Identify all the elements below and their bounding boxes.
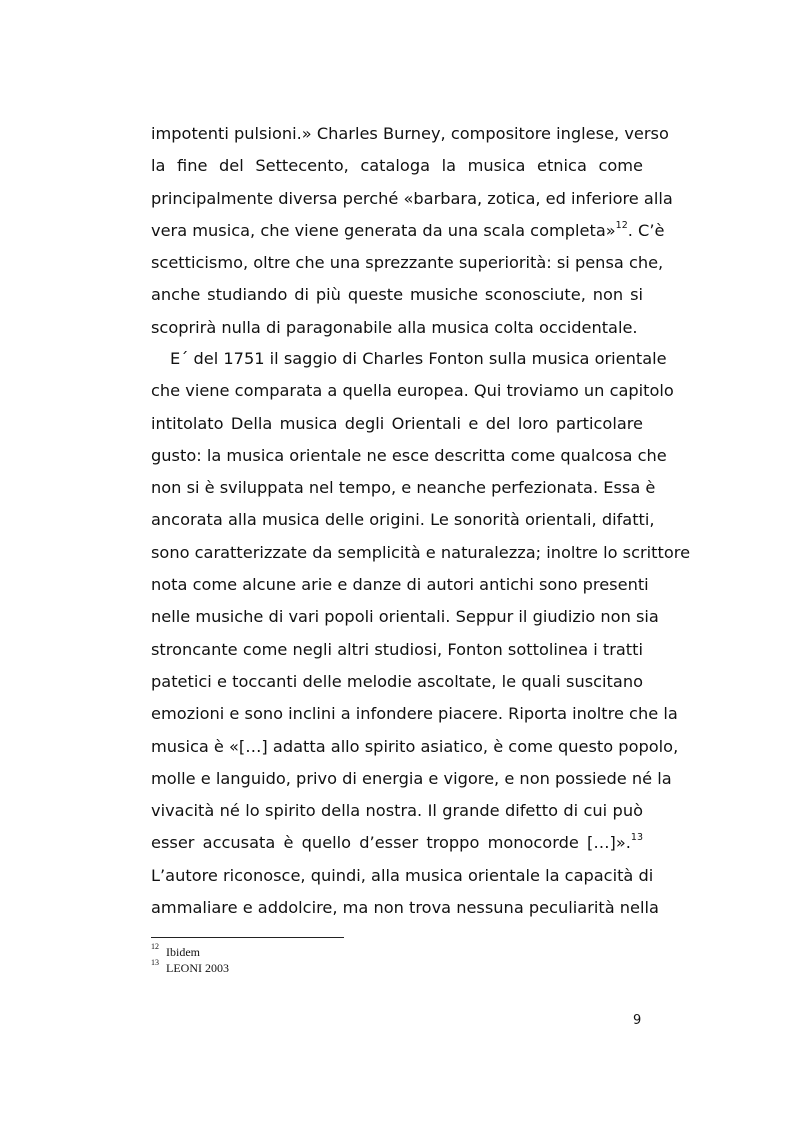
footnote-text: Ibidem	[166, 945, 200, 959]
text-line: che viene comparata a quella europea. Qui troviamo un capitolo	[151, 381, 674, 401]
text-line: musica è «[…] adatta allo spirito asiatico, è come questo popolo,	[151, 736, 679, 756]
text-line: anche studiando di più queste musiche sconosciute, non si	[151, 285, 643, 305]
text-line: ammaliare e addolcire, ma non trova nessuna peculiarità nella	[151, 898, 659, 918]
body-paragraph-2	[151, 343, 691, 924]
footnote-ref-12: 12	[615, 219, 628, 231]
text-segment: vera musica, che viene generata da una scala completa»	[151, 220, 616, 240]
text-line: L’autore riconosce, quindi, alla musica orientale la capacità di	[151, 865, 654, 885]
text-line: patetici e toccanti delle melodie ascoltate, le quali suscitano	[151, 671, 643, 691]
text-line: gusto: la musica orientale ne esce descritta come qualcosa che	[151, 445, 667, 465]
footnote-number: 13	[151, 958, 159, 967]
text-line: E´ del 1751 il saggio di Charles Fonton sulla musica orientale	[170, 349, 667, 368]
footnotes	[151, 944, 229, 976]
footnote-12	[151, 944, 229, 960]
text-line: intitolato Della musica degli Orientali e del loro particolare	[151, 413, 643, 433]
text-segment: . C’è	[627, 220, 665, 240]
text-line: scoprirà nulla di paragonabile alla musica colta occidentale.	[151, 317, 638, 337]
footnote-separator	[151, 937, 344, 938]
text-segment: esser accusata è quello d’esser troppo monocorde […]».	[151, 833, 631, 853]
text-line: scetticismo, oltre che una sprezzante superiorità: si pensa che,	[151, 253, 664, 273]
footnote-13	[151, 960, 229, 976]
footnote-ref-13: 13	[630, 832, 643, 844]
page-number: 9	[633, 1013, 642, 1028]
text-line: vivacità né lo spirito della nostra. Il grande difetto di cui può	[151, 801, 643, 821]
footnote-text: LEONI 2003	[166, 961, 229, 975]
text-line: non si è sviluppata nel tempo, e neanche perfezionata. Essa è	[151, 478, 656, 498]
footnote-number: 12	[151, 942, 159, 951]
text-line: nota come alcune arie e danze di autori antichi sono presenti	[151, 575, 649, 595]
text-line-with-footnote-ref	[151, 827, 643, 859]
text-line: emozioni e sono inclini a infondere piacere. Riporta inoltre che la	[151, 704, 678, 724]
text-line: molle e languido, privo di energia e vigore, e non possiede né la	[151, 768, 672, 788]
text-line: ancorata alla musica delle origini. Le sonorità orientali, difatti,	[151, 510, 655, 530]
text-line: impotenti pulsioni.» Charles Burney, compositore inglese, verso	[151, 124, 669, 143]
text-line: nelle musiche di vari popoli orientali. Seppur il giudizio non sia	[151, 607, 659, 627]
text-line-with-footnote-ref	[151, 215, 665, 247]
text-line: principalmente diversa perché «barbara, zotica, ed inferiore alla	[151, 188, 673, 208]
text-line: stroncante come negli altri studiosi, Fonton sottolinea i tratti	[151, 639, 643, 659]
text-line: sono caratterizzate da semplicità e naturalezza; inoltre lo scrittore	[151, 542, 691, 562]
body-paragraph-1	[151, 118, 673, 344]
text-line: la fine del Settecento, cataloga la musica etnica come	[151, 156, 643, 176]
